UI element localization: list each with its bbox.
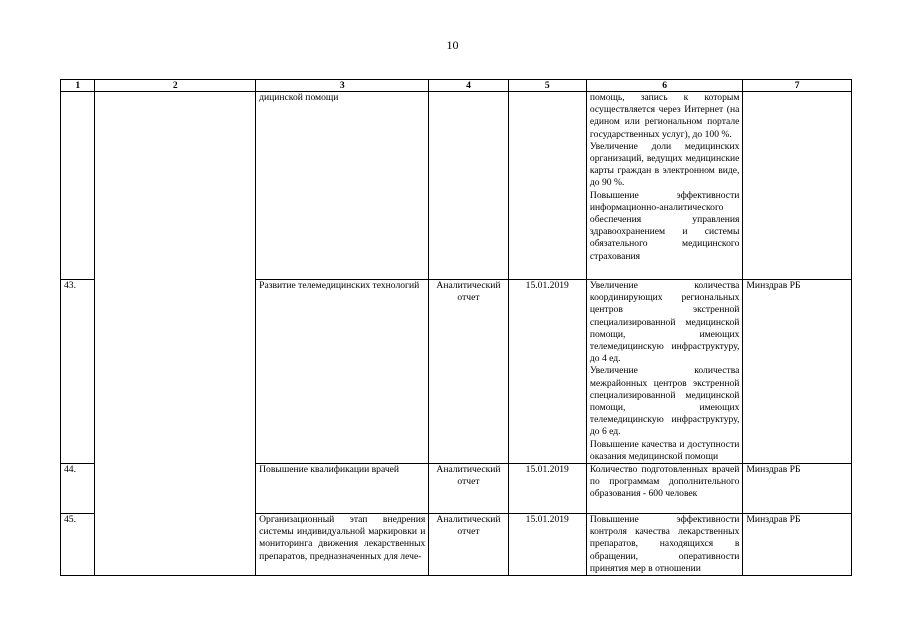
result-text: Повышение качества и доступности оказания медицинской помощи bbox=[589, 438, 740, 462]
due-date: 15.01.2019 bbox=[508, 514, 586, 576]
row-number: 43. bbox=[61, 280, 95, 464]
expected-results bbox=[586, 514, 743, 576]
measure-name: Организационный этап внедрения системы индивидуальной маркировки и мониторинга движения лекарственных препаратов, предназначенных для лече- bbox=[256, 514, 429, 576]
section-cell bbox=[95, 92, 256, 576]
responsible bbox=[743, 92, 852, 280]
row-number: 45. bbox=[61, 514, 95, 576]
row-number: 44. bbox=[61, 464, 95, 514]
header-cell-2: 2 bbox=[95, 80, 256, 92]
result-text: Увеличение количества межрайонных центров экстренной специализированной медицинской помощи, имеющих телемедицинскую инфраструктуру, до 6 ед. bbox=[589, 365, 740, 438]
table-row bbox=[61, 92, 852, 280]
due-date: 15.01.2019 bbox=[508, 280, 586, 464]
result-text: помощь, запись к которым осуществляется через Интернет (на едином или региональном портале государственных услуг), до 100 %. bbox=[589, 92, 740, 140]
header-cell-6: 6 bbox=[586, 80, 743, 92]
report-type: Аналитический отчет bbox=[429, 514, 508, 576]
responsible: Минздрав РБ bbox=[743, 464, 852, 514]
report-type bbox=[429, 92, 508, 280]
expected-results bbox=[586, 280, 743, 464]
responsible: Минздрав РБ bbox=[743, 280, 852, 464]
row-number bbox=[61, 92, 95, 280]
page-number: 10 bbox=[446, 38, 459, 52]
result-text: Повышение эффективности контроля качества лекарственных препаратов, находящихся в обращении, оперативности принятия мер в отношении bbox=[589, 514, 740, 574]
result-text: Увеличение доли медицинских организаций, ведущих медицинские карты граждан в электронном виде, до 90 %. bbox=[589, 140, 740, 189]
measures-table bbox=[60, 79, 852, 576]
report-type: Аналитический отчет bbox=[429, 280, 508, 464]
responsible: Минздрав РБ bbox=[743, 514, 852, 576]
result-text: Повышение эффективности информационно-аналитического обеспечения управления здравоохранением и системы обязательного медицинского страхования bbox=[589, 189, 740, 262]
measure-name: Повышение квалификации врачей bbox=[256, 464, 429, 514]
header-cell-3: 3 bbox=[256, 80, 429, 92]
result-text: Количество подготовленных врачей по программам дополнительного образования - 600 человек bbox=[589, 464, 740, 500]
header-cell-5: 5 bbox=[508, 80, 586, 92]
header-cell-7: 7 bbox=[743, 80, 852, 92]
measure-name: дицинской помощи bbox=[256, 92, 429, 280]
expected-results bbox=[586, 92, 743, 280]
measure-name: Развитие телемедицинских технологий bbox=[256, 280, 429, 464]
due-date: 15.01.2019 bbox=[508, 464, 586, 514]
due-date bbox=[508, 92, 586, 280]
report-type: Аналитический отчет bbox=[429, 464, 508, 514]
expected-results bbox=[586, 464, 743, 514]
result-text: Увеличение количества координирующих региональных центров экстренной специализированной медицинской помощи, имеющих телемедицинскую инфраструктуру, до 4 ед. bbox=[589, 280, 740, 365]
header-row bbox=[61, 80, 852, 92]
header-cell-4: 4 bbox=[429, 80, 508, 92]
header-cell-1: 1 bbox=[61, 80, 95, 92]
